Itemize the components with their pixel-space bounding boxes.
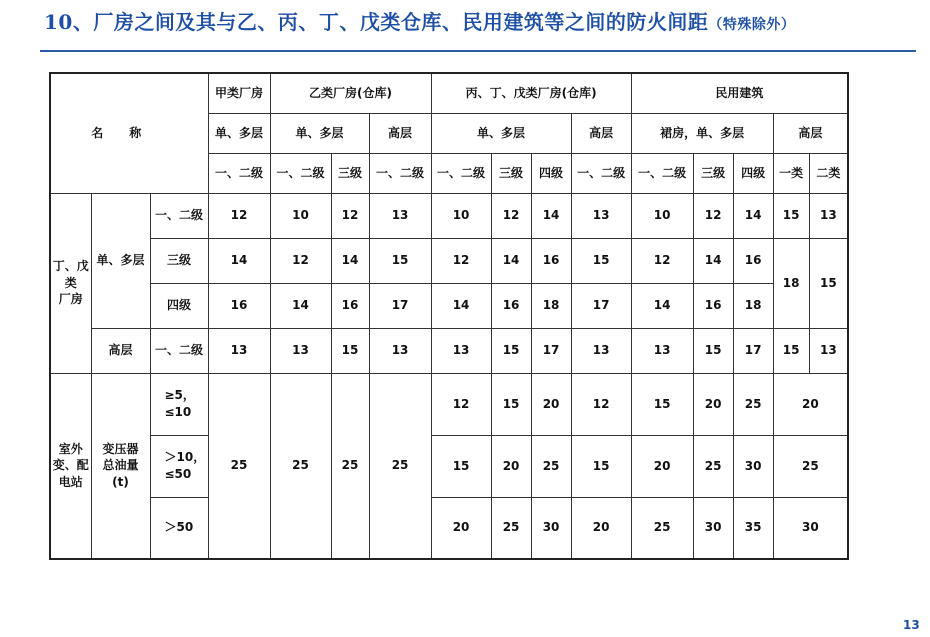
table-cell-merged: 25: [369, 373, 431, 559]
table-cell: 13: [809, 328, 848, 373]
table-cell-merged: 25: [773, 435, 848, 497]
table-cell: 14: [531, 193, 571, 238]
grade-header: 三级: [693, 153, 733, 193]
section-label-class-d-e-factory: 丁、戊 类 厂房: [50, 193, 91, 373]
grade-header: 二类: [809, 153, 848, 193]
subsection-label-transformer-oil: 变压器 总油量 (t): [91, 373, 150, 559]
row-range-label: ≥5， ≤10: [150, 373, 208, 435]
table-cell: 15: [631, 373, 693, 435]
table-cell: 14: [331, 238, 369, 283]
table-cell: 25: [531, 435, 571, 497]
table-cell: 14: [733, 193, 773, 238]
table-cell: 25: [733, 373, 773, 435]
table-row: [50, 373, 848, 435]
table-row: [50, 238, 848, 283]
grade-header: 一、二级: [631, 153, 693, 193]
table-cell-merged: 15: [809, 238, 848, 328]
grade-header: 一类: [773, 153, 809, 193]
table-cell: 15: [491, 328, 531, 373]
section-label-outdoor-substation: 室外 变、配 电站: [50, 373, 91, 559]
layer-header: 单、多层: [208, 113, 270, 153]
grade-header: 一、二级: [270, 153, 331, 193]
table-cell: 12: [571, 373, 631, 435]
table-cell: 17: [733, 328, 773, 373]
name-header-cell: [50, 73, 208, 193]
table-cell: 17: [531, 328, 571, 373]
group-header-class-a-factory: 甲类厂房: [208, 73, 270, 113]
table-cell: 18: [531, 283, 571, 328]
header-row-groups: [50, 73, 848, 113]
fire-spacing-table: [49, 72, 849, 560]
page-number: 13: [903, 618, 920, 632]
table-cell: 17: [571, 283, 631, 328]
table-cell: 10: [431, 193, 491, 238]
table-cell: 12: [431, 238, 491, 283]
row-grade-label: 三级: [150, 238, 208, 283]
grade-header: 一、二级: [369, 153, 431, 193]
table-cell: 15: [431, 435, 491, 497]
table-row: [50, 435, 848, 497]
table-cell: 12: [491, 193, 531, 238]
table-cell: 15: [491, 373, 531, 435]
title-divider: [40, 50, 916, 52]
table-cell: 17: [369, 283, 431, 328]
layer-header: 高层: [571, 113, 631, 153]
table-cell-merged: 18: [773, 238, 809, 328]
table-cell: 14: [631, 283, 693, 328]
table-cell-merged: 30: [773, 497, 848, 559]
table-row: [50, 283, 848, 328]
layer-header: 高层: [773, 113, 848, 153]
table-cell: 16: [531, 238, 571, 283]
table-cell: 15: [693, 328, 733, 373]
table-cell: 16: [733, 238, 773, 283]
table-cell: 20: [693, 373, 733, 435]
table-row: [50, 328, 848, 373]
row-grade-label: 四级: [150, 283, 208, 328]
table-cell: 14: [270, 283, 331, 328]
table-row: [50, 497, 848, 559]
slide-title: [44, 6, 795, 35]
grade-header: 四级: [733, 153, 773, 193]
table-cell: 25: [631, 497, 693, 559]
group-header-class-c-d-e-factory: 丙、丁、戊类厂房(仓库): [431, 73, 631, 113]
subsection-label-high-rise: 高层: [91, 328, 150, 373]
table-cell-merged: 25: [208, 373, 270, 559]
table-cell: 15: [571, 238, 631, 283]
table-cell: 10: [270, 193, 331, 238]
table-cell: 13: [270, 328, 331, 373]
table-cell: 14: [491, 238, 531, 283]
table-cell: 15: [369, 238, 431, 283]
table-cell: 13: [631, 328, 693, 373]
table-cell-merged: 25: [331, 373, 369, 559]
table-cell: 30: [693, 497, 733, 559]
table-cell: 13: [809, 193, 848, 238]
table-cell: 15: [571, 435, 631, 497]
table-cell-merged: 20: [773, 373, 848, 435]
table-cell: 13: [369, 193, 431, 238]
table-cell: 25: [693, 435, 733, 497]
row-grade-label: 一、二级: [150, 328, 208, 373]
row-range-label: ＞50: [150, 497, 208, 559]
group-header-class-b-factory: 乙类厂房(仓库): [270, 73, 431, 113]
table-cell: 13: [571, 328, 631, 373]
subsection-label-single-multi: 单、多层: [91, 193, 150, 328]
table-cell: 10: [631, 193, 693, 238]
table-cell: 12: [270, 238, 331, 283]
table-cell: 20: [631, 435, 693, 497]
table-cell: 14: [208, 238, 270, 283]
table-cell: 16: [693, 283, 733, 328]
table-cell: 13: [571, 193, 631, 238]
table-cell: 15: [331, 328, 369, 373]
table-cell: 25: [491, 497, 531, 559]
table-cell: 12: [208, 193, 270, 238]
table-cell: 13: [431, 328, 491, 373]
table-cell: 15: [773, 193, 809, 238]
layer-header: 高层: [369, 113, 431, 153]
table-cell: 30: [531, 497, 571, 559]
layer-header: 裙房，单、多层: [631, 113, 773, 153]
layer-header: 单、多层: [431, 113, 571, 153]
table-cell: 16: [491, 283, 531, 328]
table-cell: 20: [491, 435, 531, 497]
table-cell: 12: [331, 193, 369, 238]
slide-title-main: 10、厂房之间及其与乙、丙、丁、戊类仓库、民用建筑等之间的防火间距: [44, 10, 709, 34]
grade-header: 四级: [531, 153, 571, 193]
grade-header: 三级: [331, 153, 369, 193]
table-cell: 14: [693, 238, 733, 283]
table-row: [50, 193, 848, 238]
table-cell: 12: [693, 193, 733, 238]
table-cell: 18: [733, 283, 773, 328]
table-cell: 14: [431, 283, 491, 328]
table-cell: 16: [208, 283, 270, 328]
grade-header: 一、二级: [208, 153, 270, 193]
table-cell: 20: [571, 497, 631, 559]
table-cell: 13: [208, 328, 270, 373]
table-cell: 12: [431, 373, 491, 435]
grade-header: 一、二级: [571, 153, 631, 193]
grade-header: 三级: [491, 153, 531, 193]
row-grade-label: 一、二级: [150, 193, 208, 238]
table-cell: 20: [431, 497, 491, 559]
table-cell: 15: [773, 328, 809, 373]
layer-header: 单、多层: [270, 113, 369, 153]
slide-title-note: （特殊除外）: [708, 17, 796, 33]
table-cell: 30: [733, 435, 773, 497]
table-cell: 12: [631, 238, 693, 283]
table-cell: 20: [531, 373, 571, 435]
table-cell: 35: [733, 497, 773, 559]
group-header-civil-building: 民用建筑: [631, 73, 848, 113]
table-cell: 16: [331, 283, 369, 328]
table-cell-merged: 25: [270, 373, 331, 559]
grade-header: 一、二级: [431, 153, 491, 193]
table-cell: 13: [369, 328, 431, 373]
name-header: 名称: [91, 125, 168, 140]
row-range-label: ＞10， ≤50: [150, 435, 208, 497]
